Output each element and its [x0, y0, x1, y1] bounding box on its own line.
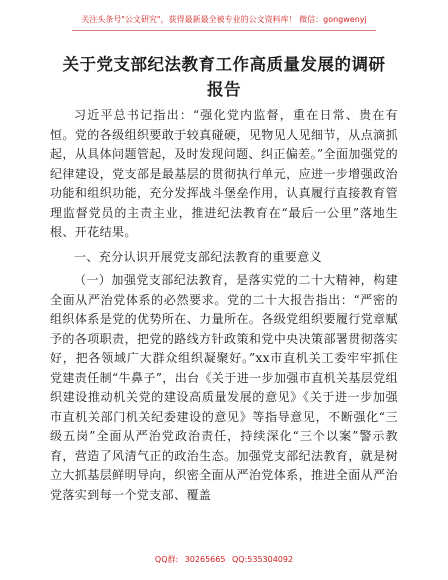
header-divider [72, 30, 376, 31]
section-heading: 一、充分认识开展党支部纪法教育的重要意义 [74, 249, 323, 264]
footer-contact: QQ群: 30265665 QQ:535304092 [154, 555, 294, 564]
body-paragraph: （一）加强党支部纪法教育，是落实党的二十大精神，构建全面从严治党体系的必然要求。党的二十大报告指出：“严密的组织体系是党的优势所在、力量所在。各级党组织要履行党章赋予的各项职责，把党的路线方针政策和党中央决策部署贯彻落实好，把各领域广大群众组织凝聚好。”xx市直机关工委牢牢抓住党建责任制“牛鼻子”，出台《关于进一步加强市直机关基层党组织建设推动机关党的建设高质量发展的意见》《关于进一步加强市直机关部门机关纪委建设的意见》等指导意见，不断强化“三级五岗”全面从严治党政治责任，持续深化“三个以案”警示教育，营造了风清气正的政治生态。加强党支部纪法教育，就是树立大抓基层鲜明导向，织密全面从严治党体系，推进全面从严治党落实到每一个党支部、覆盖 [50, 273, 398, 502]
intro-paragraph: 习近平总书记指出：“强化党内监督，重在日常、贵在有恒。党的各级组织要敢于较真碰硬，见物见人见细节，从点滴抓起，从具体问题管起，及时发现问题、纠正偏差。”全面加强党的纪律建设，党支部是最基层的贯彻执行单元，应进一步增强政治功能和组织功能，充分发挥战斗堡垒作用，认真履行直接教育管理监督党员的主责主业，推进纪法教育在“最后一公里”落地生根、开花结果。 [50, 108, 398, 239]
document-body [50, 106, 398, 505]
header-banner: 关注头条号"公文研究"，获得最新最全被专业的公文资料库！ 微信：gongwenyj [81, 15, 367, 24]
document-title: 关于党支部纪法教育工作高质量发展的调研报告 [62, 55, 386, 99]
